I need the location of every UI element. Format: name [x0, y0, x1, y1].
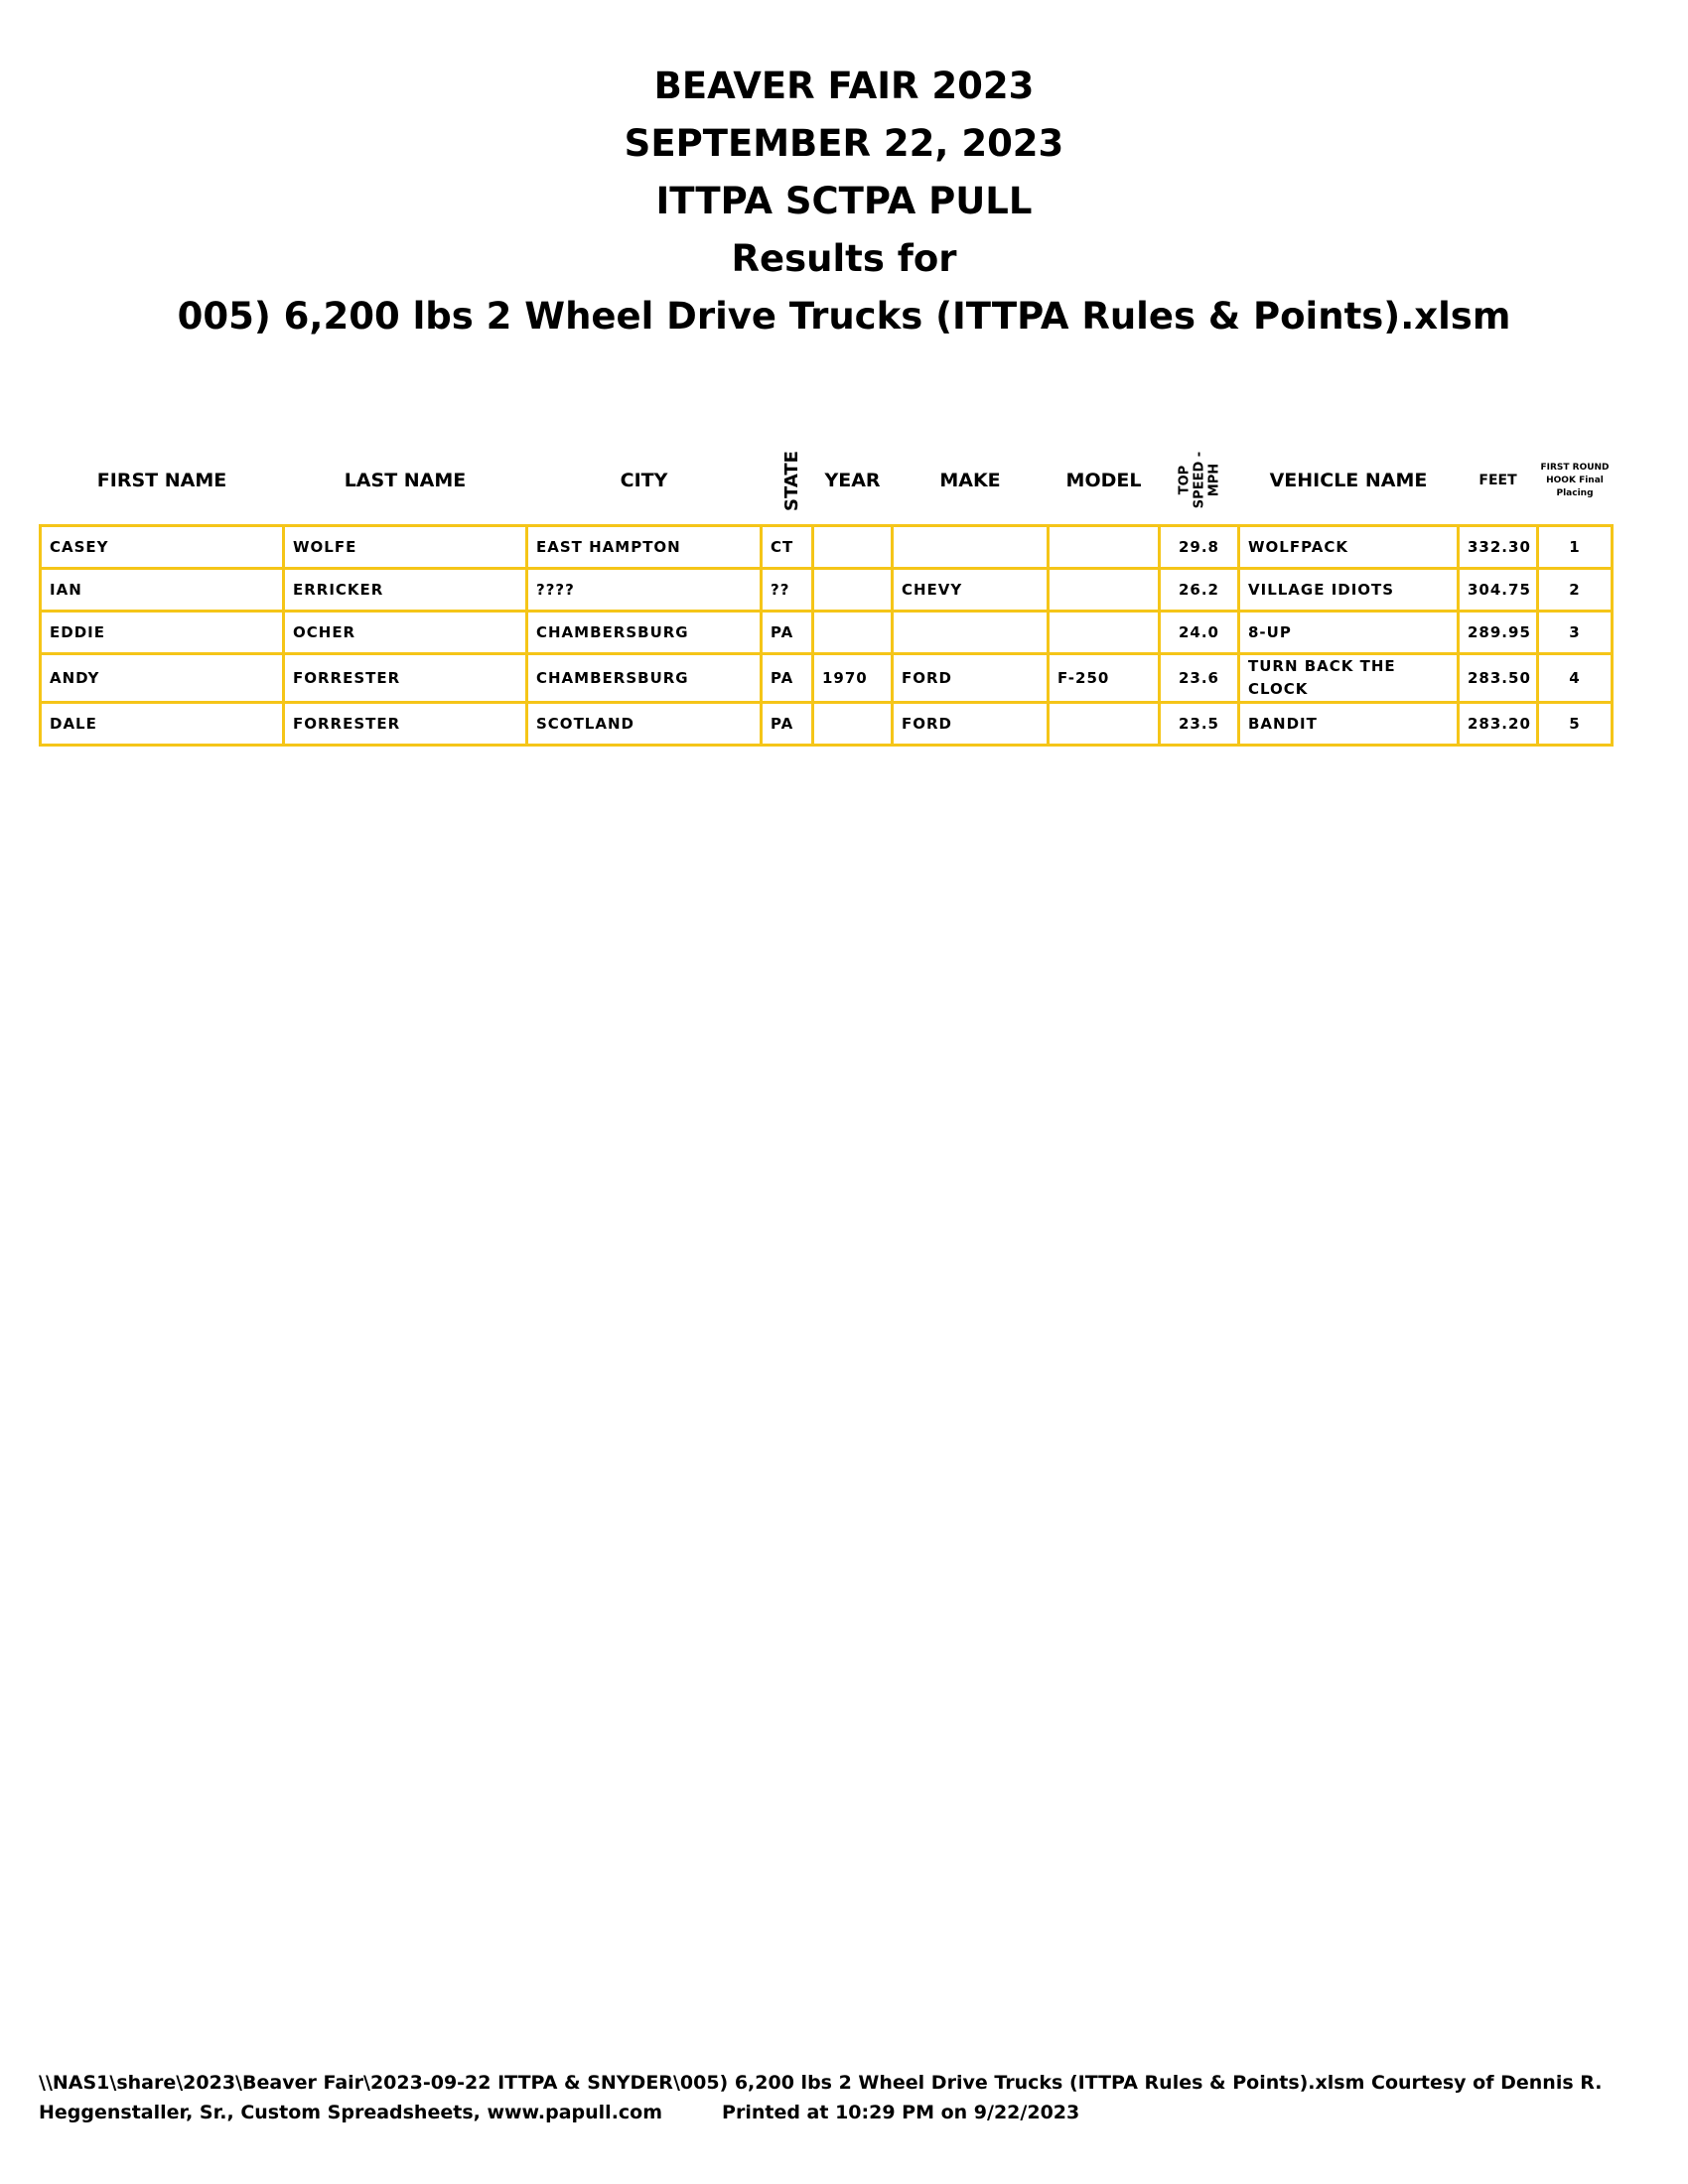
cell-model: F-250 — [1049, 654, 1160, 703]
footer-credit: Heggenstaller, Sr., Custom Spreadsheets, www.papull.com — [39, 2102, 663, 2123]
cell-first-name: ANDY — [41, 654, 284, 703]
cell-top-speed: 26.2 — [1160, 569, 1239, 612]
table-row — [41, 703, 1613, 746]
cell-placing: 3 — [1538, 612, 1613, 654]
event-date: SEPTEMBER 22, 2023 — [624, 122, 1064, 165]
cell-top-speed: 29.8 — [1160, 526, 1239, 569]
cell-vehicle-name: 8-UP — [1239, 612, 1459, 654]
cell-vehicle-name: VILLAGE IDIOTS — [1239, 569, 1459, 612]
report-title — [0, 58, 1688, 345]
cell-feet: 283.20 — [1459, 703, 1538, 746]
cell-state: CT — [762, 526, 813, 569]
cell-last-name: ERRICKER — [284, 569, 527, 612]
header-year: YEAR — [824, 470, 881, 491]
cell-vehicle-name: TURN BACK THE CLOCK — [1239, 654, 1459, 703]
cell-first-name: IAN — [41, 569, 284, 612]
table-header-row — [41, 437, 1613, 526]
cell-model — [1049, 703, 1160, 746]
cell-model — [1049, 526, 1160, 569]
results-for-label: Results for — [731, 237, 957, 280]
cell-make — [893, 526, 1049, 569]
cell-year — [813, 703, 893, 746]
cell-feet: 332.30 — [1459, 526, 1538, 569]
cell-model — [1049, 612, 1160, 654]
header-state — [762, 437, 813, 526]
cell-city: ???? — [527, 569, 762, 612]
footer-credit-line — [39, 2098, 1647, 2127]
cell-first-name: DALE — [41, 703, 284, 746]
header-last-name: LAST NAME — [344, 470, 467, 491]
cell-top-speed: 24.0 — [1160, 612, 1239, 654]
cell-state: PA — [762, 612, 813, 654]
cell-year — [813, 612, 893, 654]
cell-state: PA — [762, 654, 813, 703]
cell-last-name: FORRESTER — [284, 654, 527, 703]
cell-placing: 1 — [1538, 526, 1613, 569]
cell-top-speed: 23.6 — [1160, 654, 1239, 703]
header-model: MODEL — [1065, 470, 1142, 491]
cell-year: 1970 — [813, 654, 893, 703]
cell-placing: 4 — [1538, 654, 1613, 703]
header-make: MAKE — [939, 470, 1001, 491]
cell-feet: 289.95 — [1459, 612, 1538, 654]
header-top-speed — [1160, 437, 1239, 526]
event-pull-name: ITTPA SCTPA PULL — [655, 180, 1033, 222]
header-state-label: STATE — [780, 451, 802, 511]
cell-first-name: CASEY — [41, 526, 284, 569]
cell-city: CHAMBERSBURG — [527, 612, 762, 654]
table-row — [41, 654, 1613, 703]
cell-model — [1049, 569, 1160, 612]
cell-make — [893, 612, 1049, 654]
table-row — [41, 612, 1613, 654]
page-footer — [39, 2068, 1647, 2127]
cell-make: FORD — [893, 654, 1049, 703]
header-top-speed-label: TOP SPEED - MPH — [1177, 451, 1221, 509]
cell-placing: 5 — [1538, 703, 1613, 746]
cell-vehicle-name: BANDIT — [1239, 703, 1459, 746]
cell-first-name: EDDIE — [41, 612, 284, 654]
header-feet: FEET — [1478, 473, 1517, 488]
cell-city: EAST HAMPTON — [527, 526, 762, 569]
cell-city: CHAMBERSBURG — [527, 654, 762, 703]
cell-state: PA — [762, 703, 813, 746]
cell-feet: 304.75 — [1459, 569, 1538, 612]
cell-make: FORD — [893, 703, 1049, 746]
footer-file-path: \\NAS1\share\2023\Beaver Fair\2023-09-22 ITTPA & SNYDER\005) 6,200 lbs 2 Wheel Drive Trucks (ITTPA Rules & Points).xlsm Courtesy of Dennis R. — [39, 2072, 1603, 2094]
table-row — [41, 569, 1613, 612]
table-row — [41, 526, 1613, 569]
class-file-name: 005) 6,200 lbs 2 Wheel Drive Trucks (ITTPA Rules & Points).xlsm — [177, 295, 1511, 338]
event-title: BEAVER FAIR 2023 — [653, 65, 1035, 107]
cell-last-name: FORRESTER — [284, 703, 527, 746]
cell-year — [813, 526, 893, 569]
header-vehicle-name: VEHICLE NAME — [1269, 470, 1428, 491]
header-first-name: FIRST NAME — [96, 470, 227, 491]
header-city: CITY — [620, 470, 668, 491]
cell-placing: 2 — [1538, 569, 1613, 612]
cell-make: CHEVY — [893, 569, 1049, 612]
cell-top-speed: 23.5 — [1160, 703, 1239, 746]
header-final-placing: FIRST ROUND HOOK Final Placing — [1540, 462, 1610, 498]
cell-vehicle-name: WOLFPACK — [1239, 526, 1459, 569]
cell-last-name: OCHER — [284, 612, 527, 654]
cell-city: SCOTLAND — [527, 703, 762, 746]
cell-year — [813, 569, 893, 612]
cell-last-name: WOLFE — [284, 526, 527, 569]
results-table — [39, 437, 1611, 747]
cell-feet: 283.50 — [1459, 654, 1538, 703]
cell-state: ?? — [762, 569, 813, 612]
footer-printed-timestamp: Printed at 10:29 PM on 9/22/2023 — [722, 2102, 1080, 2123]
